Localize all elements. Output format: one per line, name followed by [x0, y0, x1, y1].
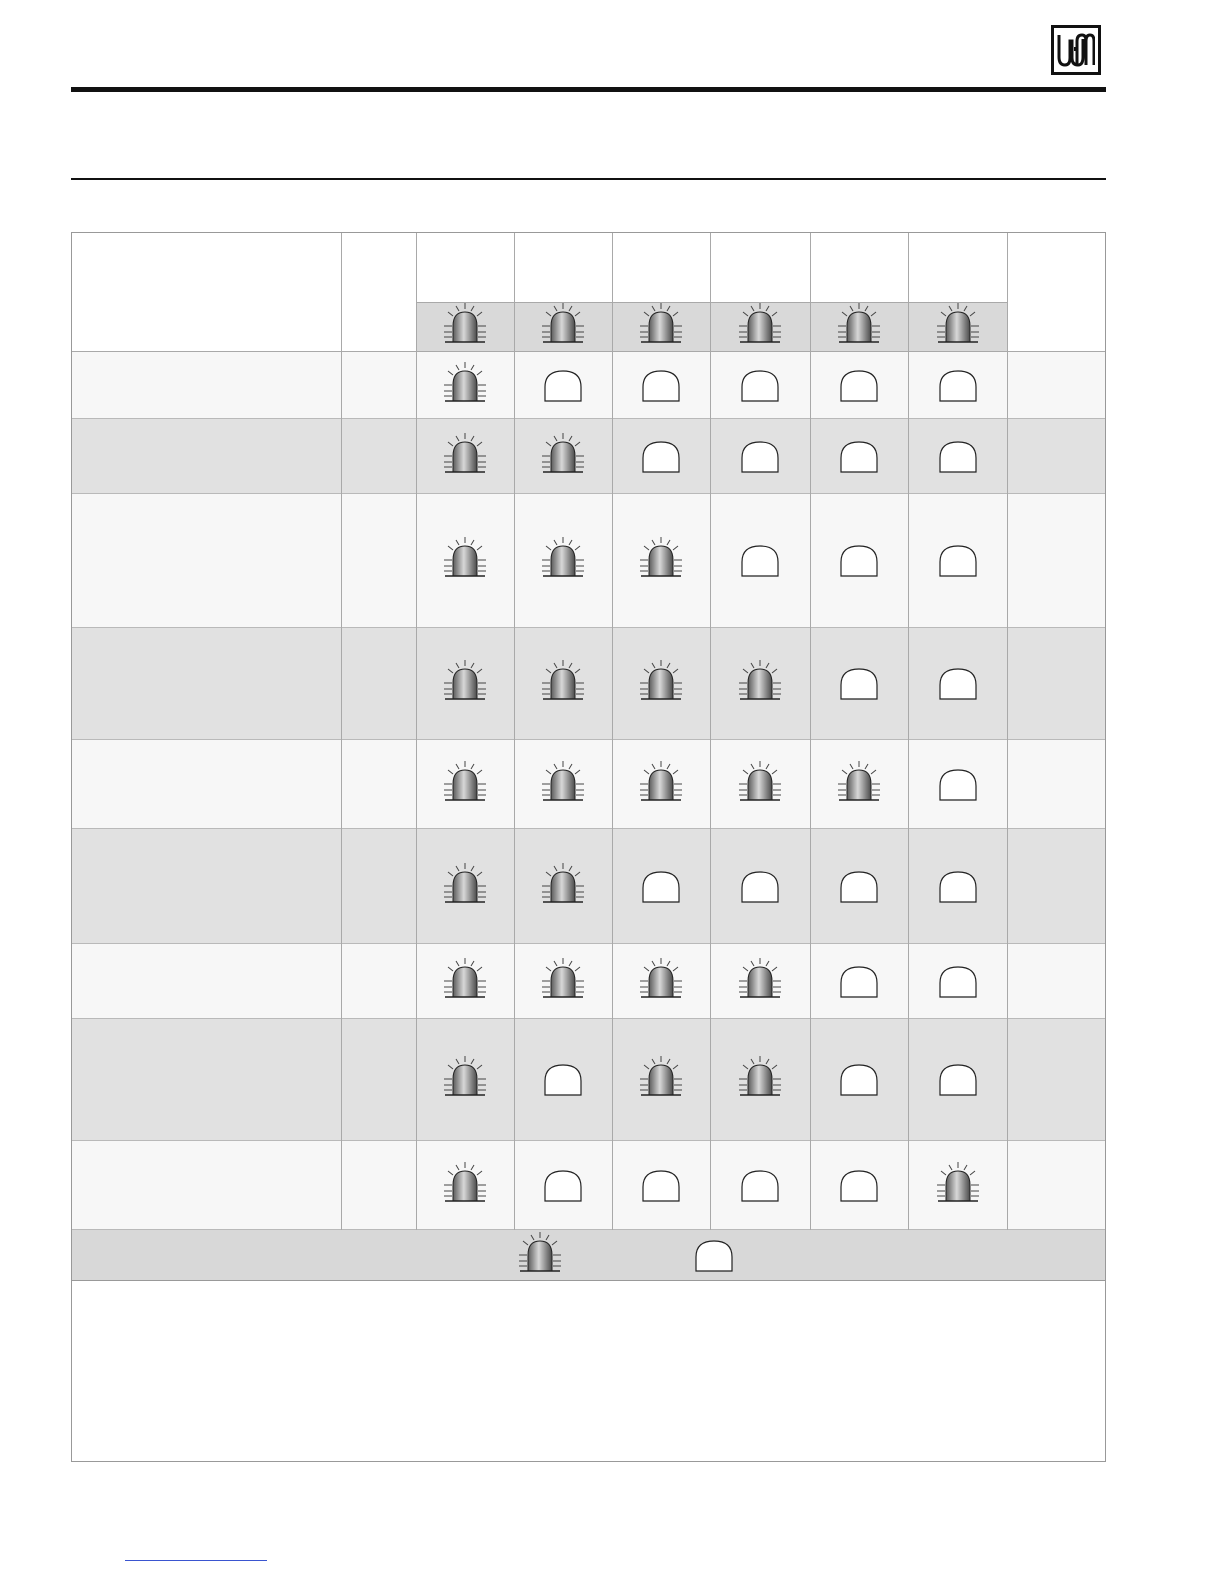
- flashing-lamp-icon: [635, 1055, 687, 1106]
- column-divider: [612, 233, 613, 1230]
- flashing-lamp-icon: [734, 659, 786, 710]
- wm-logo-icon: [1051, 25, 1101, 75]
- unlit-lamp-icon: [932, 432, 984, 483]
- flashing-lamp-icon: [635, 536, 687, 587]
- flashing-lamp-icon: [439, 1055, 491, 1106]
- unlit-lamp-icon: [833, 361, 885, 412]
- flashing-lamp-icon: [439, 536, 491, 587]
- notes-area: [72, 1281, 1105, 1461]
- flashing-lamp-icon: [537, 536, 589, 587]
- flashing-lamp-icon: [439, 862, 491, 913]
- unlit-lamp-icon: [932, 659, 984, 710]
- flashing-lamp-icon: [537, 957, 589, 1008]
- unlit-lamp-icon: [635, 1161, 687, 1212]
- flashing-lamp-icon: [734, 1055, 786, 1106]
- unlit-lamp-icon: [734, 862, 786, 913]
- flashing-lamp-icon: [734, 957, 786, 1008]
- flashing-lamp-icon: [635, 957, 687, 1008]
- column-divider: [908, 233, 909, 1230]
- flashing-lamp-icon: [833, 760, 885, 811]
- unlit-lamp-icon: [734, 1161, 786, 1212]
- column-divider: [514, 233, 515, 1230]
- column-divider: [1007, 233, 1008, 1230]
- unlit-lamp-icon: [635, 862, 687, 913]
- header-icon-band: [417, 302, 1007, 352]
- flashing-lamp-icon: [439, 432, 491, 483]
- flashing-lamp-icon: [439, 659, 491, 710]
- unlit-lamp-icon: [635, 432, 687, 483]
- flashing-lamp-icon: [537, 862, 589, 913]
- header-band-divider: [417, 302, 1007, 303]
- unlit-lamp-icon: [635, 361, 687, 412]
- flashing-lamp-icon: [932, 1161, 984, 1212]
- unlit-lamp-icon: [734, 536, 786, 587]
- unlit-lamp-icon: [833, 659, 885, 710]
- unlit-lamp-icon: [932, 536, 984, 587]
- unlit-lamp-icon: [833, 432, 885, 483]
- unlit-lamp-icon: [734, 361, 786, 412]
- flashing-lamp-icon: [537, 760, 589, 811]
- unlit-lamp-icon: [833, 862, 885, 913]
- unlit-lamp-icon: [833, 1161, 885, 1212]
- unlit-lamp-icon: [932, 1055, 984, 1106]
- unlit-lamp-icon: [932, 361, 984, 412]
- flashing-lamp-icon: [734, 302, 786, 353]
- column-divider: [341, 233, 342, 1230]
- unlit-lamp-icon: [537, 1161, 589, 1212]
- flashing-lamp-icon: [514, 1231, 566, 1282]
- unlit-lamp-icon: [833, 957, 885, 1008]
- flashing-lamp-icon: [439, 1161, 491, 1212]
- column-divider: [416, 233, 417, 1230]
- flashing-lamp-icon: [734, 760, 786, 811]
- unlit-lamp-icon: [734, 432, 786, 483]
- column-divider: [710, 233, 711, 1230]
- flashing-lamp-icon: [635, 659, 687, 710]
- flashing-lamp-icon: [635, 302, 687, 353]
- footer-link[interactable]: [125, 1548, 267, 1561]
- legend-row: [72, 1230, 1105, 1281]
- flashing-lamp-icon: [439, 361, 491, 412]
- flashing-lamp-icon: [833, 302, 885, 353]
- header-rule-thick: [71, 87, 1106, 92]
- unlit-lamp-icon: [932, 862, 984, 913]
- flashing-lamp-icon: [439, 760, 491, 811]
- flashing-lamp-icon: [635, 760, 687, 811]
- unlit-lamp-icon: [537, 1055, 589, 1106]
- flashing-lamp-icon: [537, 432, 589, 483]
- flashing-lamp-icon: [439, 957, 491, 1008]
- unlit-lamp-icon: [833, 536, 885, 587]
- unlit-lamp-icon: [932, 957, 984, 1008]
- column-divider: [810, 233, 811, 1230]
- unlit-lamp-icon: [932, 760, 984, 811]
- unlit-lamp-icon: [537, 361, 589, 412]
- unlit-lamp-icon: [833, 1055, 885, 1106]
- flashing-lamp-icon: [932, 302, 984, 353]
- unlit-lamp-icon: [688, 1231, 740, 1282]
- flashing-lamp-icon: [439, 302, 491, 353]
- flashing-lamp-icon: [537, 659, 589, 710]
- header-rule-thin: [71, 178, 1106, 180]
- flashing-lamp-icon: [537, 302, 589, 353]
